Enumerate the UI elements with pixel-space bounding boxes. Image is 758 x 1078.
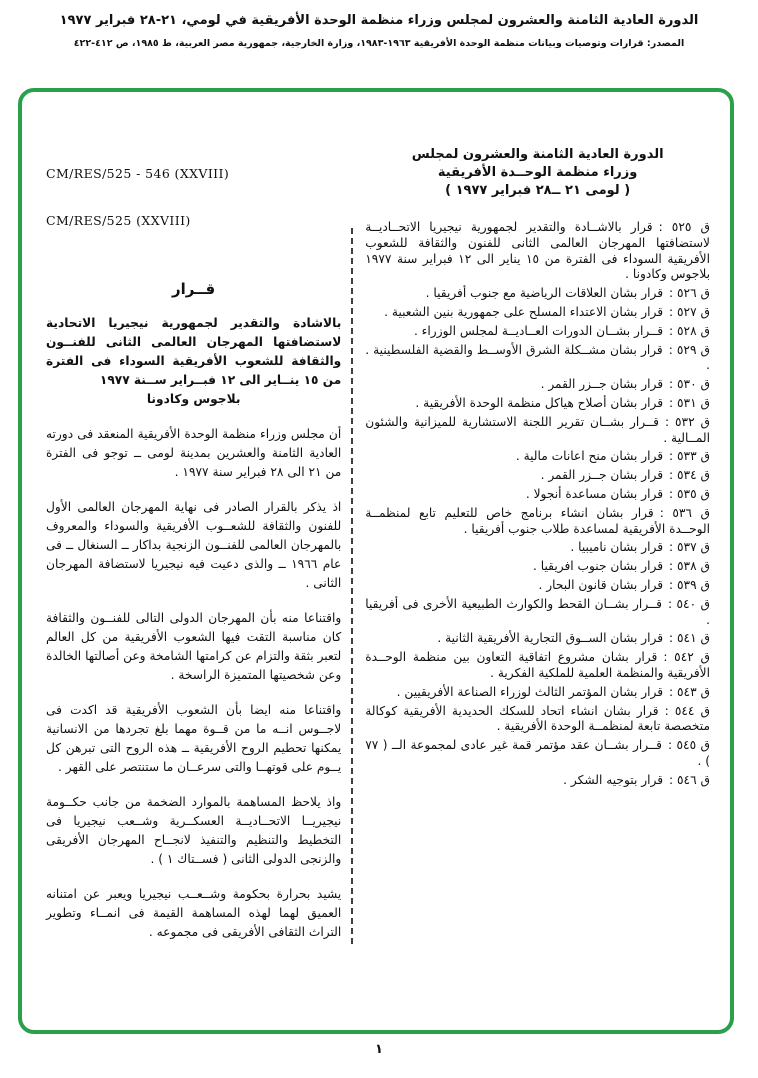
session-title	[365, 146, 710, 200]
toc-item	[365, 396, 710, 412]
toc-item-text: قرار بشان ناميبيا .	[570, 540, 664, 555]
toc-item-text: قرار بشان العلاقات الرياضية مع جنوب أفريقيا .	[425, 286, 664, 301]
resolution-paragraph: أن مجلس وزراء منظمة الوحدة الأفريقية المنعقد فى دورته العادية الثامنة والعشرين بمدينة لومى ــ توجو فى الفترة من ٢١ الى ٢٨ فبراير سنة ١٩٧٧ .	[46, 427, 342, 479]
toc-item-number: ق ٥٤٣ :	[669, 684, 710, 699]
toc-item-number: ق ٥٣٢ :	[664, 414, 710, 429]
resolution-intro-last-line: بلاجوس وكادونا	[146, 392, 241, 406]
toc-item	[365, 650, 710, 682]
resolution-paragraphs	[46, 425, 341, 942]
masthead-title: الدورة العادية الثامنة والعشرون لمجلس وزراء منظمة الوحدة الأفريقية في لومي، ٢١-٢٨ فبراير ١٩٧٧	[59, 13, 699, 28]
resolutions-list	[365, 220, 710, 789]
toc-item-number: ق ٥٤٠ :	[668, 596, 710, 611]
toc-item-text: قــرار بشــان القحط والكوارث الطبيعية الأخرى فى أفريقيا .	[365, 596, 710, 627]
toc-item-number: ق ٥٢٨ :	[669, 323, 710, 338]
toc-item-number: ق ٥٢٦ :	[669, 286, 710, 301]
toc-item-number: ق ٥٣٦ :	[659, 505, 710, 520]
toc-item-text: قرار بشان جنوب افريقيا .	[533, 559, 664, 574]
resolution-paragraph: واقتناعا منه بأن المهرجان الدولى التالى للفنــون والثقافة كان مناسبة التقت فيها الشعوب الأفريقية من كل العالم لتعبر بثقة والتزام عن كرامتها الشامخة وعن أصالتها الخالدة وعن شخصيتها المتميزة الراسخة .	[46, 611, 342, 682]
toc-item-text: قرار بشان أصلاح هياكل منظمة الوحدة الأفريقية .	[415, 395, 664, 410]
document-body	[36, 106, 714, 1018]
toc-item	[365, 597, 710, 629]
toc-item-number: ق ٥٣١ :	[669, 395, 710, 410]
session-title-line-1: الدورة العادية الثامنة والعشرون لمجلس	[411, 147, 664, 162]
toc-item-number: ق ٥٤٥ :	[668, 738, 711, 753]
resolution-heading: قــرار	[172, 280, 216, 298]
toc-item-number: ق ٥٢٥ :	[658, 220, 710, 234]
toc-item	[365, 487, 710, 503]
resolution-paragraph: يشيد بحرارة بحكومة وشــعــب نيجيريا ويعبر عن امتنانه العميق لهما لهذه المساهمة القيمة فى انمــاء وتطوير التراث الثقافى الأفريقى فى مجموعه .	[46, 887, 342, 939]
toc-item	[365, 540, 710, 556]
resolution-column	[36, 106, 351, 1018]
toc-item	[365, 685, 710, 701]
toc-item-text: قرار بشان الســوق التجارية الأفريقية الثانية .	[437, 631, 664, 646]
resolution-paragraph: واقتناعا منه ايضا بأن الشعوب الأفريقية قد اكدت فى لاجــوس انــه ما من قــوة مهما بلغ تجردها من الانسانية يمكنها تحطيم الروح الأفريقية ــ هذه الروح التى تبرهن كل يــوم على قوتهــا والتى سرعــان ما ستنتصر على القهر .	[46, 703, 342, 774]
toc-item	[365, 631, 710, 647]
toc-item-text: قرار بشان الاعتداء المسلح على جمهورية بنين الشعبية .	[384, 304, 664, 319]
toc-item-text: قرار بتوجيه الشكر .	[563, 772, 664, 787]
toc-item-number: ق ٥٣٣ :	[669, 449, 710, 464]
toc-item-text: قرار بشان انشاء اتحاد للسكك الحديدية الأفريقية كوكالة متخصصة تابعة لمنظمــة الوحدة الأفريقية .	[365, 703, 710, 734]
document-frame	[18, 88, 734, 1034]
toc-item-number: ق ٥٣٤ :	[669, 468, 710, 483]
toc-item-number: ق ٥٣٩ :	[669, 577, 710, 592]
toc-item-text: قــرار بشــان الدورات العــاديــة لمجلس الوزراء .	[413, 323, 664, 338]
toc-item	[365, 578, 710, 594]
toc-item	[365, 449, 710, 465]
masthead	[0, 0, 758, 51]
toc-item	[365, 286, 710, 302]
masthead-source: المصدر: قرارات وتوصيات وبيانات منظمة الوحدة الأفريقية ١٩٦٣-١٩٨٣، وزارة الخارجية، جمهورية مصر العربية، ط ١٩٨٥، ص ٤١٢-٤٢٢	[73, 38, 685, 49]
toc-item-text: قرار بشان مشروع اتفاقية التعاون بين منظمة الوحــدة الأفريقية والمنظمة العلمية للملكية الفكرية .	[365, 650, 710, 680]
toc-item-number: ق ٥٣٠ :	[669, 377, 710, 392]
toc-item	[365, 305, 710, 321]
toc-item-text: قرار بشان مساعدة أنجولا .	[525, 486, 664, 501]
toc-item-text: قــرار بشــان عقد مؤتمر قمة غير عادى لمجموعة الــ ( ٧٧ ) .	[365, 738, 710, 768]
resolution-intro: بالاشادة والتقدير لجمهورية نيجيريا الاتحادية لاستضافتها المهرجان العالمى الثانى للفنــون والثقافة للشعوب الأفريقية السوداء فى الفترة من ١٥ ينــاير الى ١٢ فبــراير ســنة ١٩٧٧	[46, 316, 342, 387]
toc-item	[365, 738, 710, 770]
toc-item-text: قرار بشان جــزر القمر .	[540, 468, 664, 483]
toc-item	[365, 343, 710, 375]
toc-item-number: ق ٥٣٧ :	[669, 540, 710, 555]
toc-item	[365, 324, 710, 340]
toc-item-number: ق ٥٤٦ :	[669, 772, 710, 787]
toc-item	[365, 468, 710, 484]
toc-item-text: قرار بشان منح اعانات مالية .	[515, 449, 664, 464]
toc-item-text: قرار بالاشــادة والتقدير لجمهورية نيجيريا الاتحــاديــة لاستضافتها المهرجان العالمى الثانى للفنون والثقافة للشعوب الأفريقية السوداء فى الفترة من ١٥ يناير الى ١٢ فبراير سنة ١٩٧٧ بلاجوس وكادونا .	[365, 220, 710, 282]
toc-item-number: ق ٥٣٨ :	[669, 559, 710, 574]
toc-item	[365, 377, 710, 393]
toc-item	[365, 773, 710, 789]
toc-item	[365, 506, 710, 538]
toc-item	[365, 704, 710, 736]
toc-item-text: قرار بشان قانون البحار .	[538, 577, 664, 592]
toc-item-text: قــرار بشــان تقرير اللجنة الاستشارية للميزانية والشئون المــالية .	[365, 414, 710, 445]
toc-item-text: قرار بشان المؤتمر الثالث لوزراء الصناعة الأفريقيين .	[396, 684, 664, 699]
reference-current: CM/RES/525 (XXVIII)	[46, 213, 191, 228]
reference-range: CM/RES/525 - 546 (XXVIII)	[46, 166, 230, 181]
toc-item	[365, 220, 710, 283]
toc-item	[365, 415, 710, 447]
resolution-paragraph: اذ يذكر بالقرار الصادر فى نهاية المهرجان العالمى الأول للفنون والثقافة للشعــوب الأفريقية والسوداء والمعروف بالمهرجان العالمى للفنــون الزنجية بداكار ــ السنغال ــ فى عام ١٩٦٦ ــ والذى دعيت فيه نيجيريا لاستضافة المهرجان الثانى .	[46, 500, 342, 590]
toc-item-number: ق ٥٤١ :	[669, 631, 710, 646]
toc-item-number: ق ٥٤٢ :	[663, 650, 710, 665]
toc-item-number: ق ٥٤٤ :	[664, 703, 710, 718]
toc-item-number: ق ٥٢٧ :	[669, 304, 710, 319]
page-number: ١	[375, 1042, 383, 1057]
resolution-paragraph: واذ يلاحظ المساهمة بالموارد الضخمة من جانب حكــومة نيجيريــا الاتحــاديــة العسكــرية وشــعب نيجيريا فى التخطيط والتنظيم والتنفيذ لانجــاح المهرجان الأفريقى والزنجى الدولى الثانى ( فســتاك ١ ) .	[46, 795, 342, 866]
session-title-line-3: ( لومى ٢١ ــ٢٨ فبراير ١٩٧٧ )	[445, 183, 631, 198]
toc-item-text: قرار بشان مشــكلة الشرق الأوســط والقضية الفلسطينية . .	[365, 342, 710, 373]
toc-item-number: ق ٥٣٥ :	[669, 486, 710, 501]
session-title-line-2: وزراء منظمة الوحــدة الأفريقية	[437, 165, 638, 180]
toc-item	[365, 559, 710, 575]
toc-item-text: قرار بشان انشاء برنامج خاص للتعليم تابع لمنظمــة الوحــدة الأفريقية لمساعدة طلاب جنوب أفريقيا .	[365, 505, 710, 536]
toc-column	[353, 106, 714, 1018]
toc-item-number: ق ٥٢٩ :	[668, 342, 710, 357]
toc-item-text: قرار بشان جــزر القمر .	[540, 377, 664, 392]
